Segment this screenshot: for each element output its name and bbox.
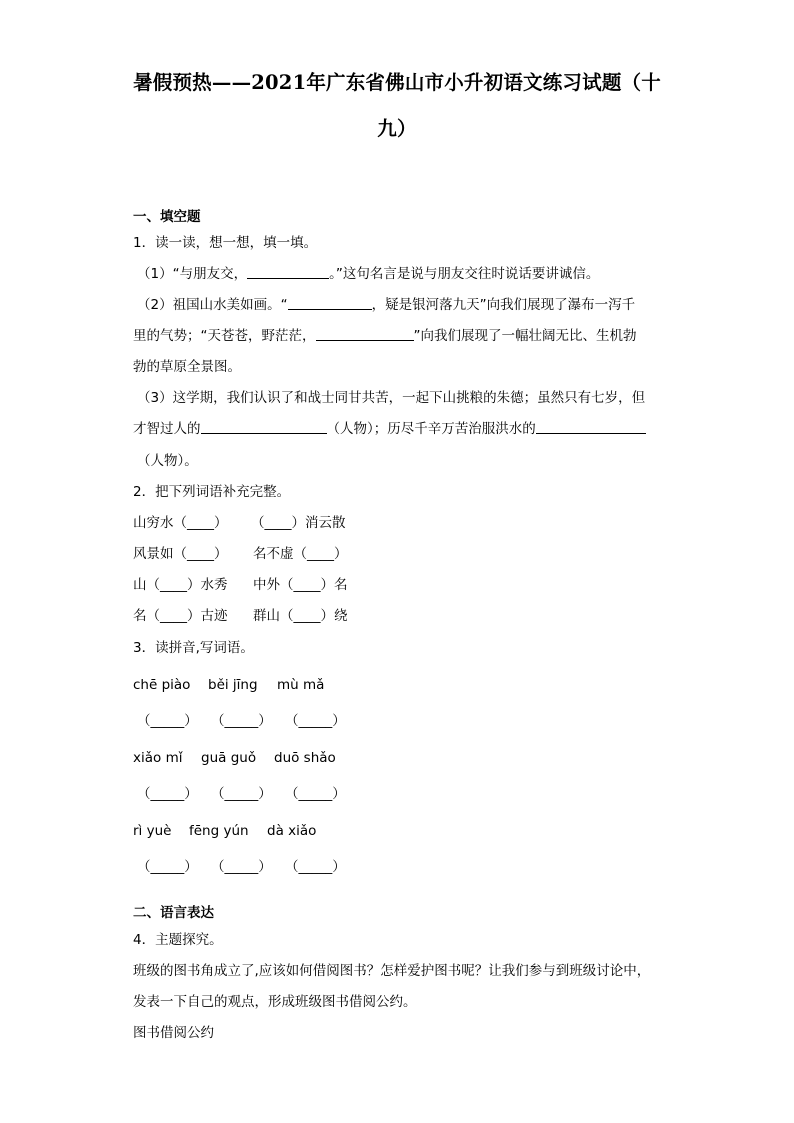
q1-s3-text-b: 才智过人的 <box>133 421 201 437</box>
question-1-sub-3-line-1: （3）这学期，我们认识了和战士同甘共苦，一起下山挑粮的朱德；虽然只有七岁，但 <box>137 390 646 406</box>
section-2-heading: 二、语言表达 <box>133 905 214 921</box>
answer-box[interactable]: （_____） <box>137 786 198 802</box>
pinyin-label: běi jīng <box>208 677 258 693</box>
question-4-paragraph-1: 班级的图书角成立了,应该如何借阅图书？怎样爱护图书呢？让我们参与到班级讨论中， <box>133 963 651 979</box>
q2-word-item[interactable]: 风景如（____） <box>133 546 228 562</box>
question-1-sub-2-line-3: 勃的草原全景图。 <box>133 359 241 375</box>
page-title-line-1: 暑假预热——2021年广东省佛山市小升初语文练习试题（十 <box>133 71 661 94</box>
answer-blank[interactable] <box>201 419 327 434</box>
q1-s1-text-a: （1）“与朋友交， <box>137 266 248 282</box>
section-1-heading: 一、填空题 <box>133 209 201 225</box>
page-title-line-2: 九） <box>377 117 417 140</box>
answer-blank[interactable] <box>536 419 646 434</box>
answer-box[interactable]: （_____） <box>285 713 346 729</box>
q1-s2-text-c: 里的气势；“天苍苍，野茫茫， <box>133 328 316 344</box>
pinyin-label: dà xiǎo <box>267 823 317 839</box>
answer-blank[interactable] <box>288 295 372 310</box>
question-1-stem: 1．读一读，想一想，填一填。 <box>133 235 318 251</box>
pinyin-label: guā guǒ <box>201 750 257 766</box>
q1-s2-text-d: ”向我们展现了一幅壮阔无比、生机勃 <box>413 328 637 344</box>
question-1-sub-3-line-2 <box>133 419 646 439</box>
answer-box[interactable]: （_____） <box>137 713 198 729</box>
q1-s3-text-c: （人物）；历尽千辛万苦治服洪水的 <box>326 421 536 437</box>
pinyin-label: fēng yún <box>189 823 249 839</box>
answer-blank[interactable] <box>247 264 329 279</box>
answer-box[interactable]: （_____） <box>285 859 346 875</box>
q2-word-item[interactable]: 名（____）古迹 <box>133 608 228 624</box>
answer-box[interactable]: （_____） <box>285 786 346 802</box>
q2-word-item[interactable]: 名不虚（____） <box>253 546 348 562</box>
question-1-sub-2-line-1 <box>137 295 635 315</box>
pinyin-label: chē piào <box>133 677 191 693</box>
answer-box[interactable]: （_____） <box>211 713 272 729</box>
answer-blank[interactable] <box>316 326 414 341</box>
pinyin-label: xiǎo mǐ <box>133 750 183 766</box>
pinyin-label: duō shǎo <box>274 750 336 766</box>
question-2-stem: 2．把下列词语补充完整。 <box>133 484 291 500</box>
q2-word-item[interactable]: 中外（____）名 <box>253 577 348 593</box>
question-1-sub-1 <box>137 264 599 284</box>
q2-word-item[interactable]: （____）消云散 <box>251 515 346 531</box>
question-3-stem: 3．读拼音,写词语。 <box>133 640 254 656</box>
answer-box[interactable]: （_____） <box>137 859 198 875</box>
question-4-paragraph-2: 发表一下自己的观点，形成班级图书借阅公约。 <box>133 994 417 1010</box>
question-1-sub-3-line-3: （人物）。 <box>137 453 198 469</box>
question-1-sub-2-line-2 <box>133 326 637 346</box>
pinyin-label: rì yuè <box>133 823 172 839</box>
answer-box[interactable]: （_____） <box>211 859 272 875</box>
q2-word-item[interactable]: 山穷水（____） <box>133 515 228 531</box>
pinyin-label: mù mǎ <box>277 677 325 693</box>
q1-s1-text-b: 。”这句名言是说与朋友交往时说话要讲诚信。 <box>329 266 600 282</box>
q2-word-item[interactable]: 群山（____）绕 <box>253 608 348 624</box>
q1-s2-text-a: （2）祖国山水美如画。“ <box>137 297 288 313</box>
question-4-subtitle: 图书借阅公约 <box>133 1025 214 1041</box>
q2-word-item[interactable]: 山（____）水秀 <box>133 577 228 593</box>
question-4-stem: 4．主题探究。 <box>133 932 223 948</box>
answer-box[interactable]: （_____） <box>211 786 272 802</box>
q1-s2-text-b: ，疑是银河落九天”向我们展现了瀑布一泻千 <box>371 297 636 313</box>
